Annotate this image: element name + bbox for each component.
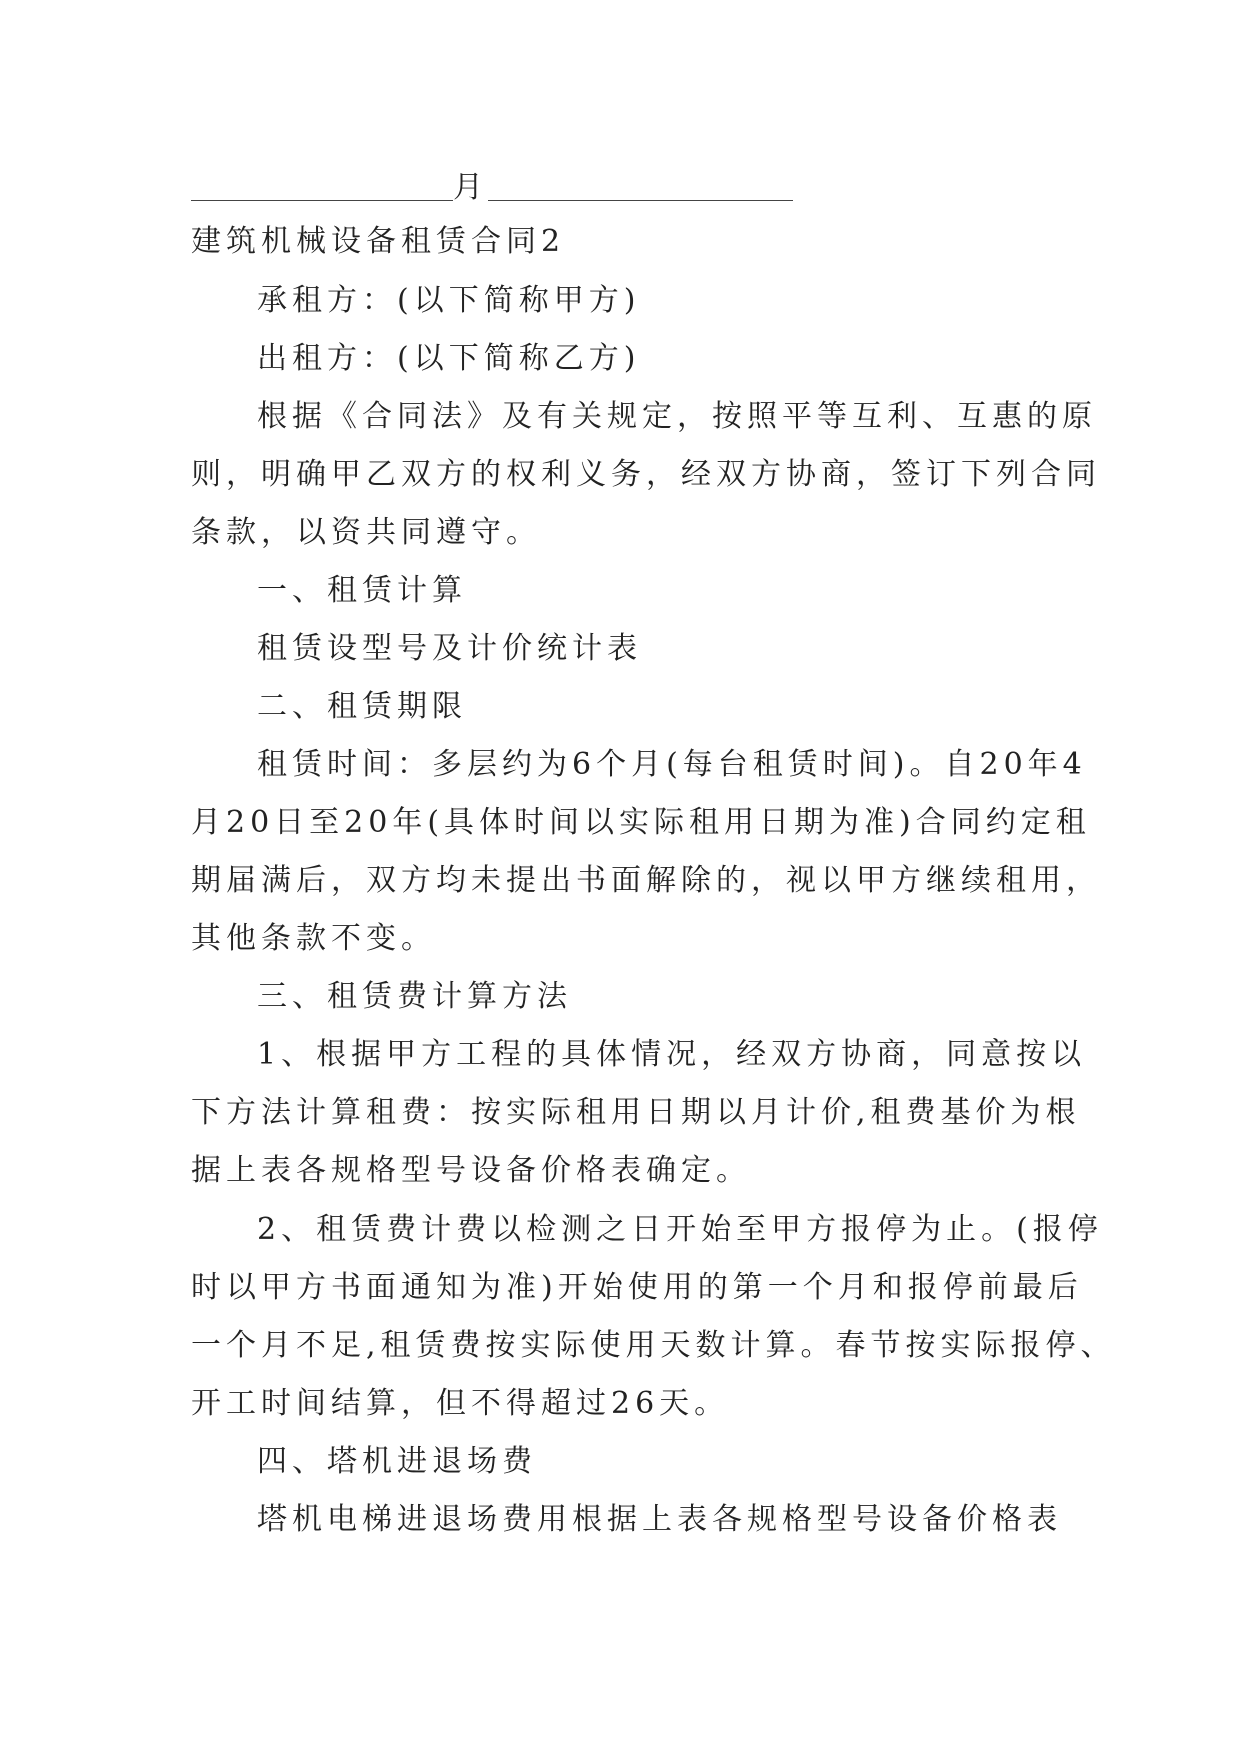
- lessee-line: 承租方：(以下简称甲方): [257, 283, 641, 318]
- paragraph-line: 月20日至20年(具体时间以实际租用日期为准)合同约定租: [191, 805, 1091, 840]
- blank-underline: [191, 199, 453, 201]
- section-heading: 三、租赁费计算方法: [257, 979, 572, 1014]
- paragraph-line: 1、根据甲方工程的具体情况，经双方协商，同意按以: [257, 1037, 1087, 1072]
- paragraph-line: 则，明确甲乙双方的权利义务，经双方协商，签订下列合同: [191, 457, 1101, 492]
- section-heading: 四、塔机进退场费: [257, 1444, 537, 1479]
- paragraph-line: 时以甲方书面通知为准)开始使用的第一个月和报停前最后: [191, 1270, 1083, 1305]
- paragraph-line: 据上表各规格型号设备价格表确定。: [191, 1153, 751, 1188]
- month-label: 月: [453, 170, 488, 205]
- paragraph-line: 条款，以资共同遵守。: [191, 515, 541, 550]
- lessor-line: 出租方：(以下简称乙方): [257, 341, 641, 376]
- paragraph-line: 2、租赁费计费以检测之日开始至甲方报停为止。(报停: [257, 1212, 1103, 1247]
- blank-underline: [488, 199, 793, 201]
- document-title: 建筑机械设备租赁合同2: [191, 224, 566, 259]
- paragraph-line: 下方法计算租费：按实际租用日期以月计价,租费基价为根: [191, 1095, 1081, 1130]
- date-line: [191, 168, 1071, 208]
- paragraph-line: 租赁时间：多层约为6个月(每台租赁时间)。自20年4: [257, 747, 1087, 782]
- paragraph-line: 根据《合同法》及有关规定，按照平等互利、互惠的原: [257, 399, 1097, 434]
- section-heading: 一、租赁计算: [257, 573, 467, 608]
- paragraph-line: 期届满后，双方均未提出书面解除的，视以甲方继续租用，: [191, 863, 1101, 898]
- section-heading: 二、租赁期限: [257, 689, 467, 724]
- paragraph-line: 塔机电梯进退场费用根据上表各规格型号设备价格表: [257, 1502, 1062, 1537]
- paragraph-line: 租赁设型号及计价统计表: [257, 631, 642, 666]
- paragraph-line: 其他条款不变。: [191, 921, 436, 956]
- paragraph-line: 开工时间结算，但不得超过26天。: [191, 1386, 730, 1421]
- paragraph-line: 一个月不足,租赁费按实际使用天数计算。春节按实际报停、: [191, 1328, 1116, 1363]
